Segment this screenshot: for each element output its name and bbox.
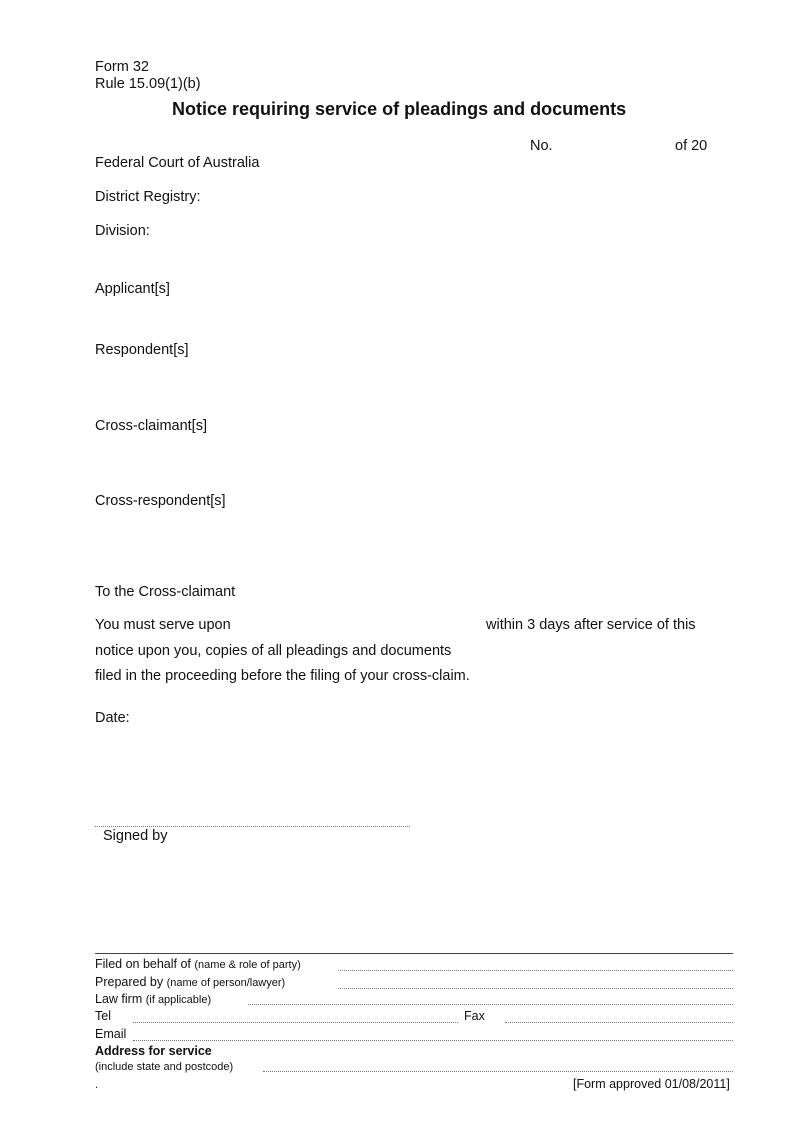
prepared-by-label: Prepared by [95, 975, 164, 989]
cross-claimant-label: Cross-claimant[s] [95, 418, 207, 434]
case-year-label: of 20 [675, 138, 708, 154]
fax-field [505, 1022, 733, 1023]
prepared-by-note: (name of person/lawyer) [166, 977, 286, 989]
cross-respondent-label: Cross-respondent[s] [95, 493, 226, 509]
law-firm-field [248, 1004, 733, 1005]
email-field [133, 1040, 733, 1041]
case-number-label: No. [530, 138, 553, 154]
body-line-1a: You must serve upon [95, 617, 231, 633]
court-name: Federal Court of Australia [95, 155, 260, 171]
signed-by-label: Signed by [103, 828, 168, 844]
form-approved-date: [Form approved 01/08/2011] [573, 1077, 730, 1091]
law-firm-row [95, 992, 211, 1007]
tel-label: Tel [95, 1009, 111, 1023]
fax-label: Fax [464, 1009, 485, 1023]
prepared-by-field [338, 988, 733, 989]
body-line-3: filed in the proceeding before the filing of your cross-claim. [95, 668, 470, 684]
law-firm-label: Law firm [95, 992, 143, 1006]
law-firm-note: (if applicable) [145, 994, 212, 1006]
tel-field [133, 1022, 458, 1023]
footer-divider [95, 953, 733, 954]
footer-dot: . [95, 1079, 99, 1091]
filed-on-behalf-note: (name & role of party) [194, 959, 301, 971]
address-field [263, 1071, 733, 1072]
address-for-service-note: (include state and postcode) [95, 1061, 234, 1073]
filed-on-behalf-row [95, 957, 301, 972]
email-label: Email [95, 1027, 127, 1041]
applicant-label: Applicant[s] [95, 281, 170, 297]
filed-on-behalf-field [338, 970, 733, 971]
addressee: To the Cross-claimant [95, 584, 236, 600]
form-number: Form 32 [95, 59, 149, 75]
rule-reference: Rule 15.09(1)(b) [95, 76, 201, 92]
body-line-1b: within 3 days after service of this [486, 617, 696, 633]
address-for-service-label: Address for service [95, 1044, 212, 1058]
prepared-by-row [95, 975, 285, 990]
filed-on-behalf-label: Filed on behalf of [95, 957, 191, 971]
date-label: Date: [95, 710, 130, 726]
document-title: Notice requiring service of pleadings and documents [172, 99, 627, 119]
respondent-label: Respondent[s] [95, 342, 189, 358]
division-label: Division: [95, 223, 150, 239]
registry-label: District Registry: [95, 189, 201, 205]
body-line-2: notice upon you, copies of all pleadings and documents [95, 643, 452, 659]
signature-line [95, 826, 410, 827]
